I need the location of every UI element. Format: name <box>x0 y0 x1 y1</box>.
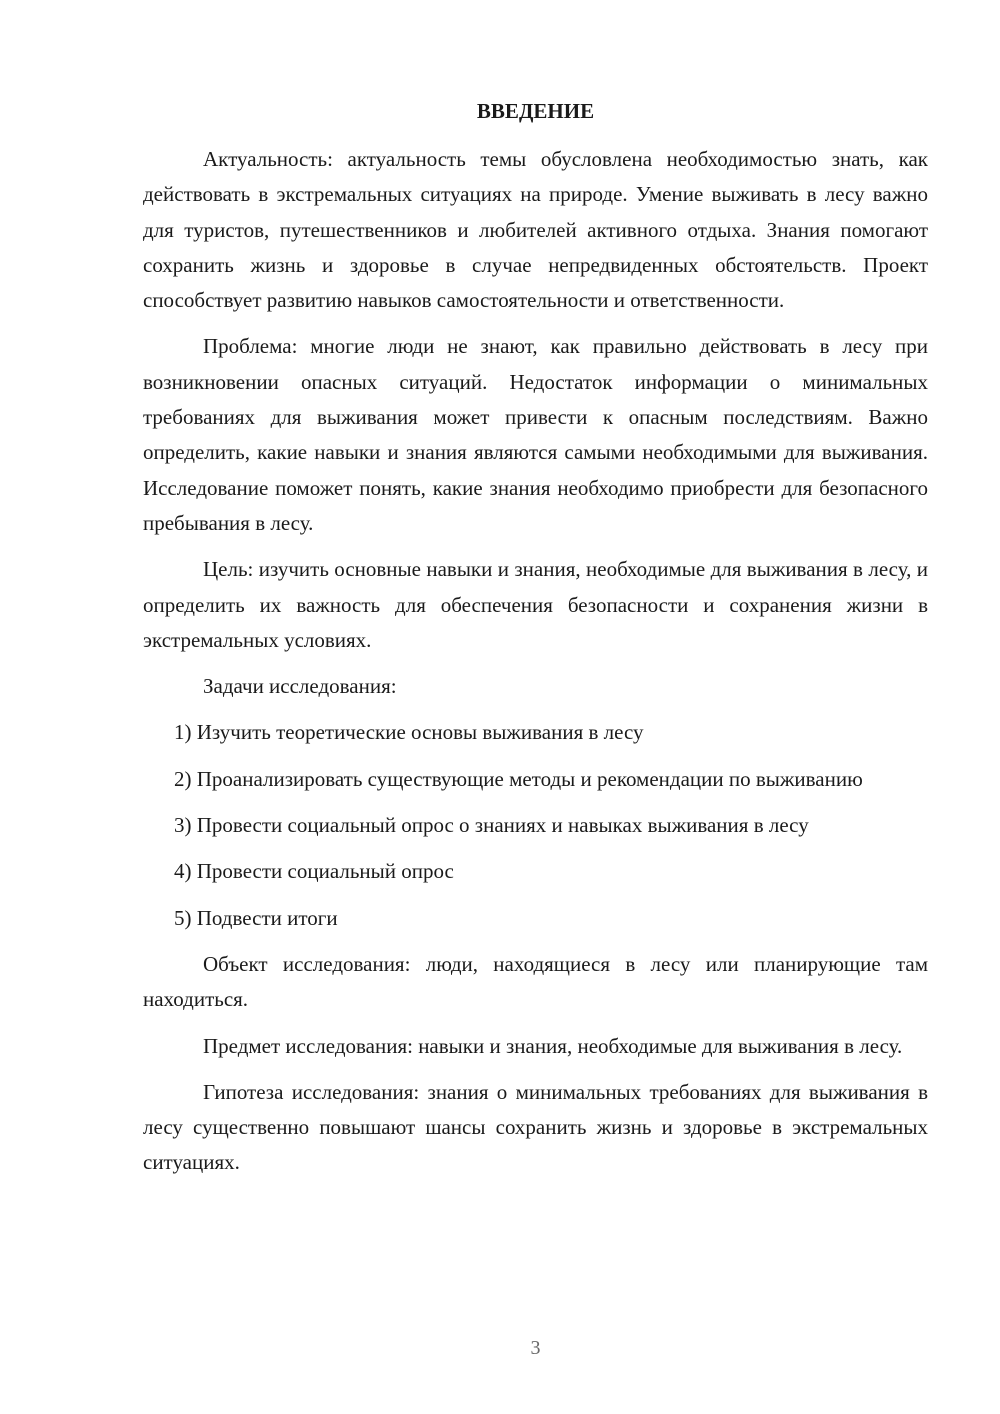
document-page <box>143 0 928 1414</box>
task-item: 2) Проанализировать существующие методы и рекомендации по выживанию <box>174 766 863 791</box>
hypothesis-paragraph: Гипотеза исследования: знания о минимальных требованиях для выживания в лесу существенно повышают шансы сохранить жизнь и здоровье в экстремальных ситуациях. <box>143 1079 928 1175</box>
relevance-paragraph: Актуальность: актуальность темы обусловлена необходимостью знать, как действовать в экстремальных ситуациях на природе. Умение выживать в лесу важно для туристов, путешественников и любителей активного отдыха. Знания помогают сохранить жизнь и здоровье в случае непредвиденных обстоятельств. Проект способствует развитию навыков самостоятельности и ответственности. <box>143 147 928 313</box>
problem-paragraph: Проблема: многие люди не знают, как правильно действовать в лесу при возникновении опасных ситуаций. Недостаток информации о минимальных требованиях для выживания может привести к опасным последствиям. Важно определить, какие навыки и знания являются самыми необходимыми для выживания. Исследование поможет понять, какие знания необходимо приобрести для безопасного пребывания в лесу. <box>143 334 928 535</box>
tasks-heading: Задачи исследования: <box>203 674 397 699</box>
section-body <box>143 142 928 1181</box>
goal-paragraph: Цель: изучить основные навыки и знания, необходимые для выживания в лесу, и определить их важность для обеспечения безопасности и сохранения жизни в экстремальных условиях. <box>143 557 928 652</box>
task-item: 5) Подвести итоги <box>174 905 338 930</box>
task-item: 1) Изучить теоретические основы выживания в лесу <box>174 720 644 745</box>
page-number: 3 <box>530 1337 541 1359</box>
section-title: ВВЕДЕНИЕ <box>476 99 595 123</box>
task-item: 3) Провести социальный опрос о знаниях и навыках выживания в лесу <box>174 813 809 838</box>
object-paragraph: Объект исследования: люди, находящиеся в лесу или планирующие там находиться. <box>143 951 928 1012</box>
task-item: 4) Провести социальный опрос <box>174 859 454 884</box>
subject-paragraph: Предмет исследования: навыки и знания, необходимые для выживания в лесу. <box>203 1033 903 1058</box>
